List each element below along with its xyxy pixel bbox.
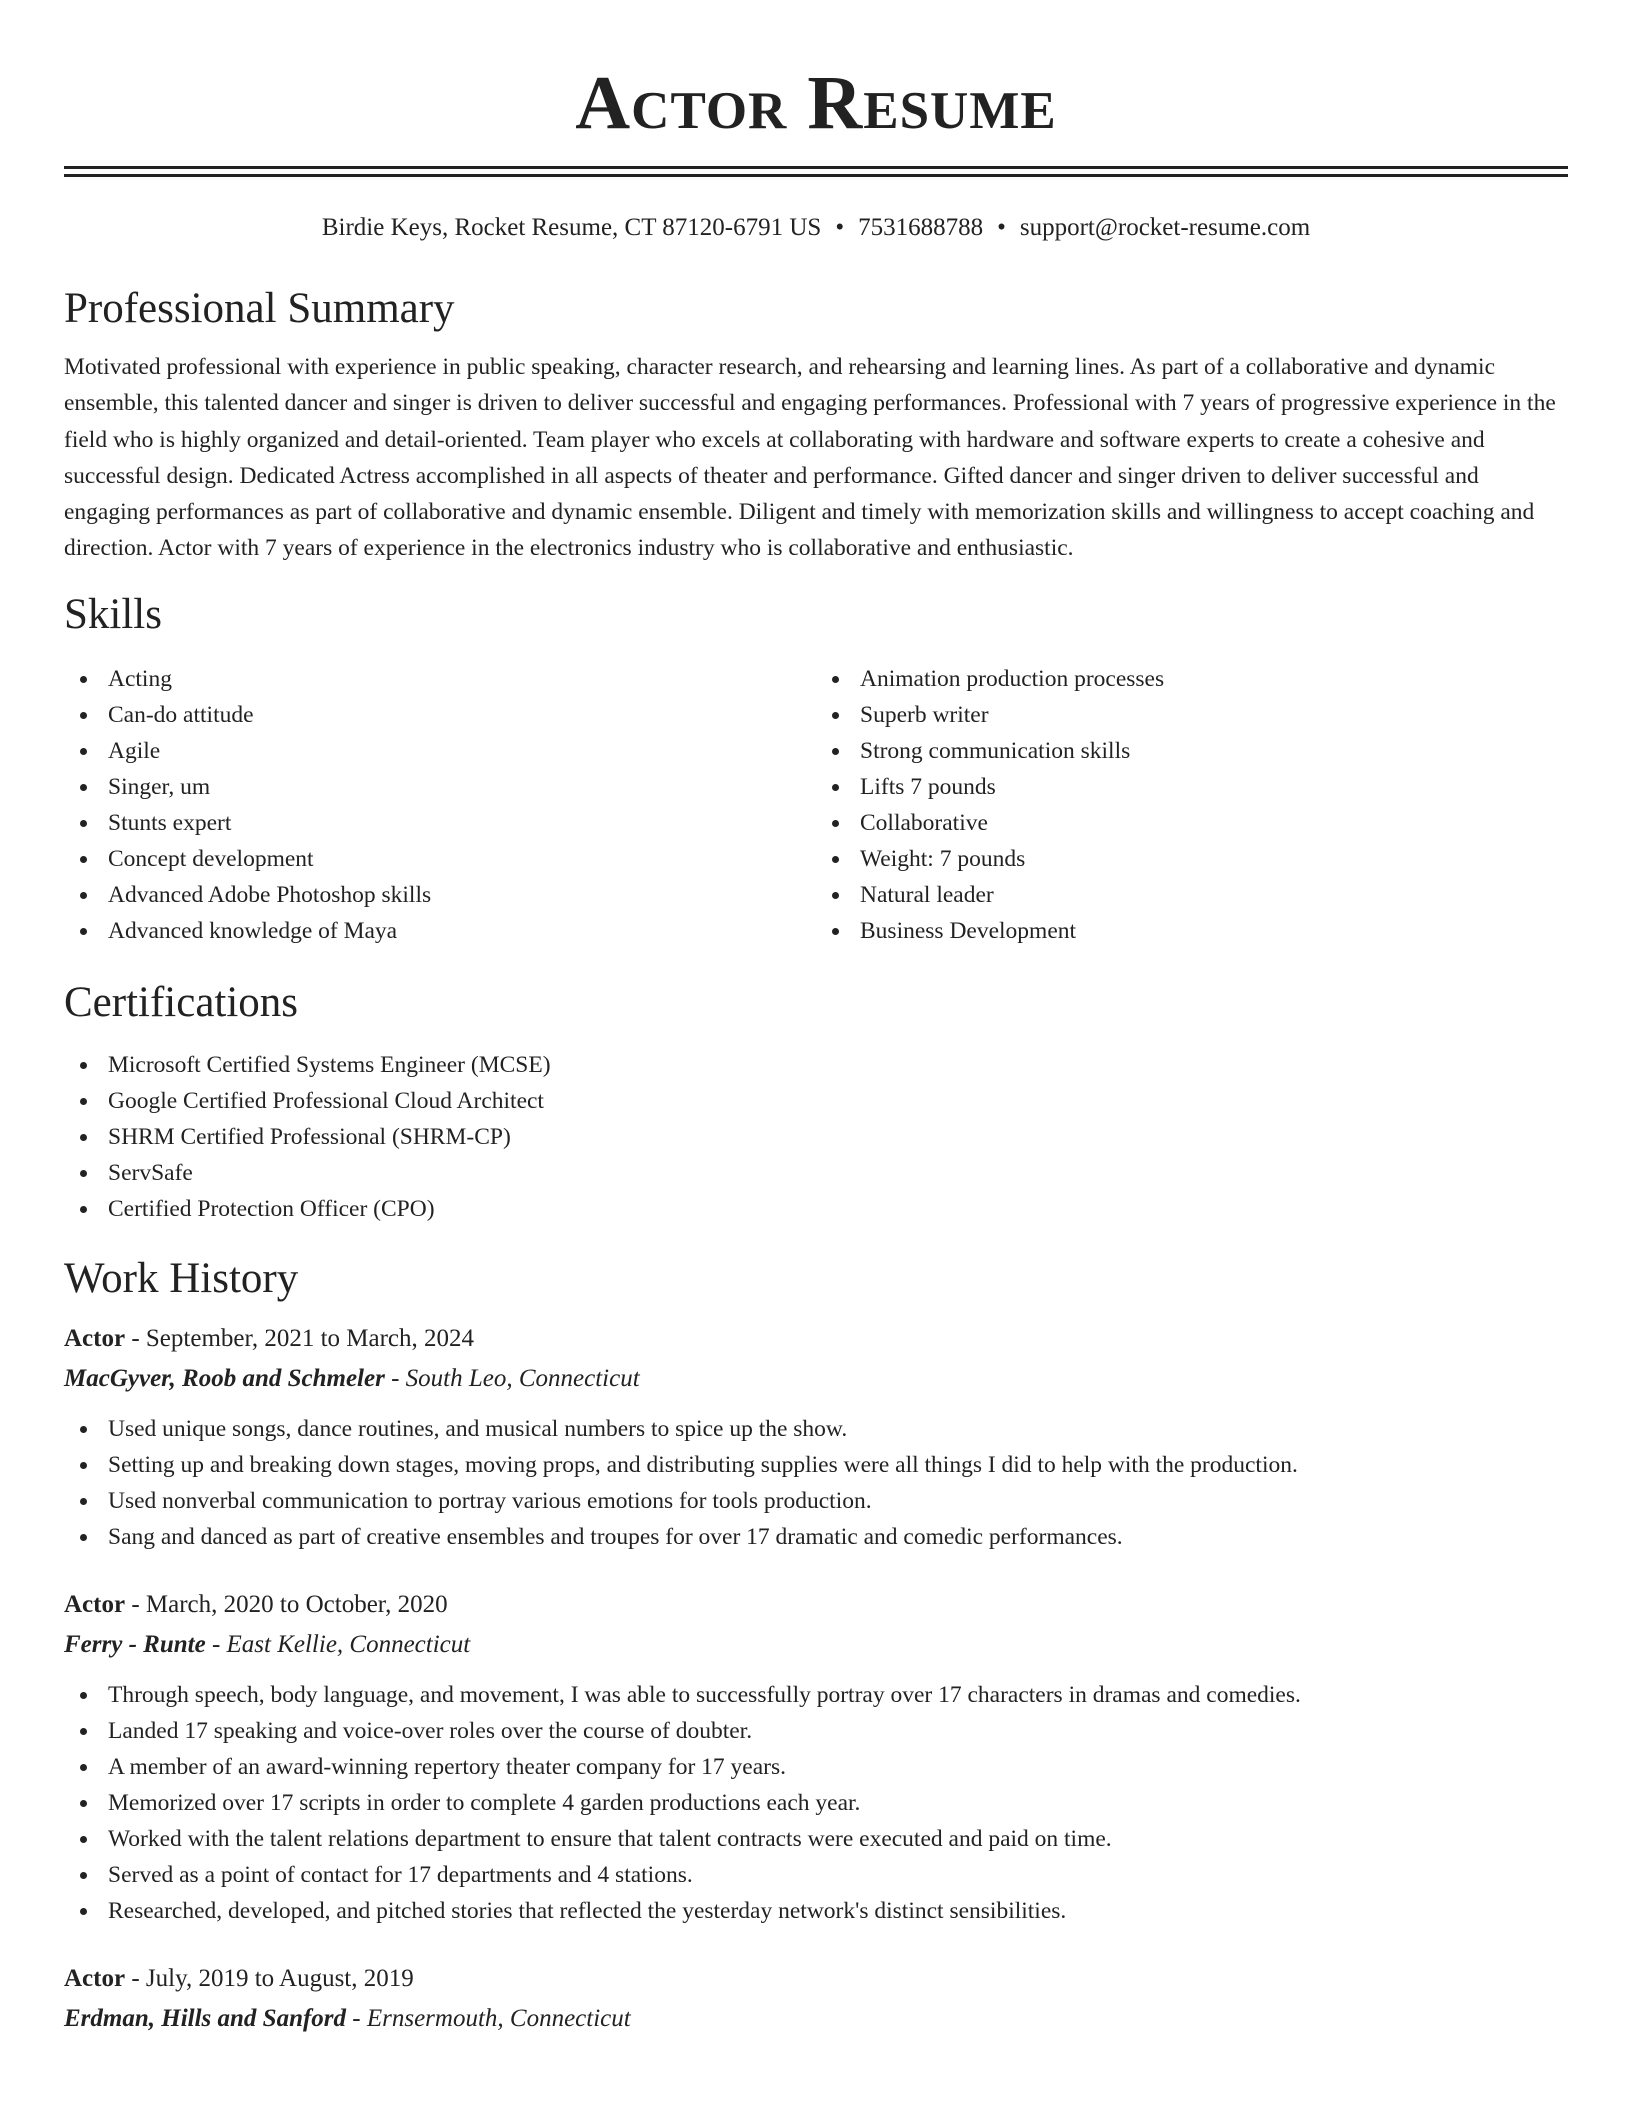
list-item: Certified Protection Officer (CPO) (64, 1191, 1568, 1227)
list-item: Landed 17 speaking and voice-over roles over the course of doubter. (64, 1713, 1568, 1749)
list-item: Superb writer (816, 697, 1568, 733)
job-location: East Kellie, Connecticut (226, 1630, 471, 1658)
job-location: South Leo, Connecticut (405, 1364, 640, 1392)
certifications-list (64, 1047, 1568, 1227)
summary-heading: Professional Summary (64, 285, 455, 332)
skills-left-column (64, 661, 816, 949)
list-item: Strong communication skills (816, 733, 1568, 769)
list-item: Collaborative (816, 805, 1568, 841)
list-item: Used nonverbal communication to portray various emotions for tools production. (64, 1483, 1568, 1519)
list-item: ServSafe (64, 1155, 1568, 1191)
job-role-line: Actor - March, 2020 to October, 2020 (64, 1590, 448, 1618)
certifications-section (64, 977, 1568, 1227)
contact-address: Birdie Keys, Rocket Resume, CT 87120-6791 US (321, 214, 822, 241)
contact-separator: • (835, 214, 845, 241)
job-entry (64, 1959, 1568, 2039)
skills-left-list (64, 661, 816, 949)
skills-columns (64, 661, 1568, 949)
job-bullets (64, 1677, 1568, 1929)
resume-title: Actor Resume (575, 61, 1057, 145)
list-item: Google Certified Professional Cloud Architect (64, 1083, 1568, 1119)
list-item: Singer, um (64, 769, 816, 805)
job-role-line: Actor - September, 2021 to March, 2024 (64, 1324, 475, 1352)
job-company-line: Erdman, Hills and Sanford - Ernsermouth, Connecticut (64, 2004, 631, 2032)
list-item: Agile (64, 733, 816, 769)
list-item: Sang and danced as part of creative ensembles and troupes for over 17 dramatic and comedic performances. (64, 1519, 1568, 1555)
job-dates: September, 2021 to March, 2024 (145, 1324, 475, 1352)
professional-summary-section (64, 283, 1568, 567)
skills-heading: Skills (64, 590, 162, 638)
contact-separator: • (997, 214, 1006, 241)
job-role: Actor (64, 1324, 126, 1352)
work-history-heading: Work History (64, 1254, 299, 1302)
skills-right-column (816, 661, 1568, 949)
list-item: Acting (64, 661, 816, 697)
list-item: Lifts 7 pounds (816, 769, 1568, 805)
contact-phone: 7531688788 (858, 214, 984, 241)
list-item: Used unique songs, dance routines, and musical numbers to spice up the show. (64, 1411, 1568, 1447)
job-dates: March, 2020 to October, 2020 (145, 1590, 448, 1618)
skills-right-list (816, 661, 1568, 949)
job-company: MacGyver, Roob and Schmeler (64, 1364, 385, 1392)
work-history-section (64, 1253, 1568, 2039)
list-item: Setting up and breaking down stages, moving props, and distributing supplies were all things I did to help with the production. (64, 1447, 1568, 1483)
list-item: Served as a point of contact for 17 departments and 4 stations. (64, 1857, 1568, 1893)
list-item: A member of an award-winning repertory theater company for 17 years. (64, 1749, 1568, 1785)
list-item: Natural leader (816, 877, 1568, 913)
jobs-list (64, 1319, 1568, 2039)
list-item: Stunts expert (64, 805, 816, 841)
list-item: Animation production processes (816, 661, 1568, 697)
job-bullets (64, 1411, 1568, 1555)
list-item: Weight: 7 pounds (816, 841, 1568, 877)
list-item: Can-do attitude (64, 697, 816, 733)
list-item: Through speech, body language, and movement, I was able to successfully portray over 17 characters in dramas and comedies. (64, 1677, 1568, 1713)
job-company: Ferry - Runte (64, 1630, 206, 1658)
job-company: Erdman, Hills and Sanford (64, 2004, 347, 2032)
list-item: Concept development (64, 841, 816, 877)
summary-text: Motivated professional with experience in public speaking, character research, and rehearsing and learning lines. As part of a collaborative and dynamic ensemble, this talented dancer and singer is driven to deliver successful and engaging performances. Professional with 7 years of progressive experience in the field who is highly organized and detail-oriented. Team player who excels at collaborating with hardware and software experts to create a cohesive and successful design. Dedicated Actress accomplished in all aspects of theater and performance. Gifted dancer and singer driven to deliver successful and engaging performances as part of collaborative and dynamic ensemble. Diligent and timely with memorization skills and willingness to accept coaching and direction. Actor with 7 years of experience in the electronics industry who is collaborative and enthusiastic. (64, 354, 1556, 562)
contact-email: support@rocket-resume.com (1019, 214, 1311, 241)
list-item: Microsoft Certified Systems Engineer (MCSE) (64, 1047, 1568, 1083)
job-entry (64, 1319, 1568, 1555)
list-item: Business Development (816, 913, 1568, 949)
job-location: Ernsermouth, Connecticut (366, 2004, 631, 2032)
skills-section (64, 589, 1568, 949)
list-item: Worked with the talent relations department to ensure that talent contracts were executed and paid on time. (64, 1821, 1568, 1857)
job-company-line: Ferry - Runte - East Kellie, Connecticut (64, 1630, 471, 1658)
list-item: Advanced knowledge of Maya (64, 913, 816, 949)
list-item: SHRM Certified Professional (SHRM-CP) (64, 1119, 1568, 1155)
certifications-heading: Certifications (64, 978, 299, 1026)
title-double-rule (64, 166, 1568, 177)
list-item: Researched, developed, and pitched stories that reflected the yesterday network's distinct sensibilities. (64, 1893, 1568, 1929)
list-item: Memorized over 17 scripts in order to complete 4 garden productions each year. (64, 1785, 1568, 1821)
job-role-line: Actor - July, 2019 to August, 2019 (64, 1964, 414, 1992)
job-company-line: MacGyver, Roob and Schmeler - South Leo, Connecticut (64, 1364, 640, 1392)
job-role: Actor (64, 1590, 126, 1618)
contact-line (64, 213, 1568, 243)
job-role: Actor (64, 1964, 126, 1992)
job-dates: July, 2019 to August, 2019 (145, 1964, 414, 1992)
job-entry (64, 1585, 1568, 1929)
list-item: Advanced Adobe Photoshop skills (64, 877, 816, 913)
